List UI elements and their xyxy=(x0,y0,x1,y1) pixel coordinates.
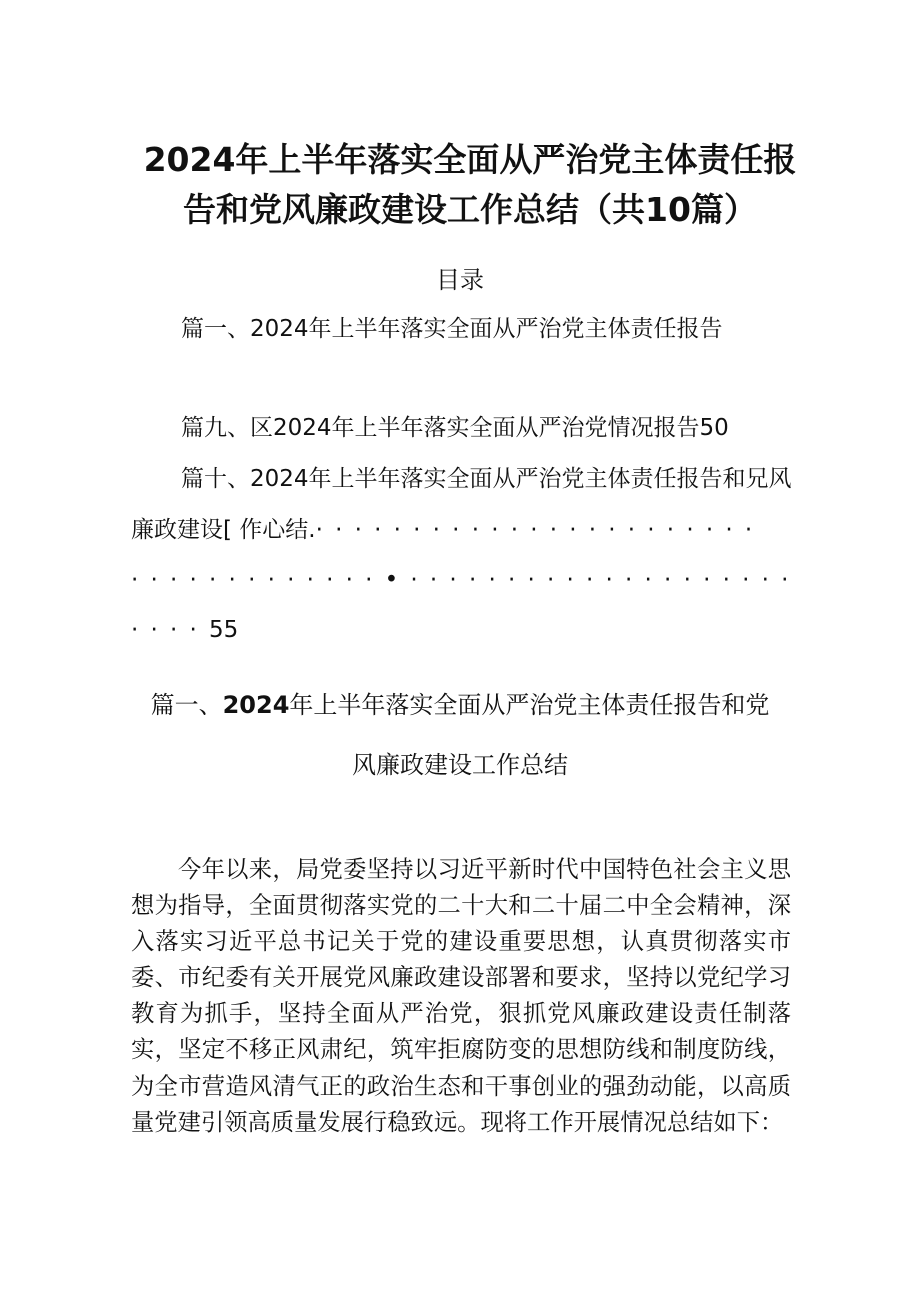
toc-leader-dots-line-2 xyxy=(131,565,801,595)
toc-entry-9[interactable]: 篇九、区2024年上半年落实全面从严治党情况报告50 xyxy=(181,415,729,441)
toc-entry-10-continuation[interactable] xyxy=(131,515,764,545)
section-year: 2024 xyxy=(222,691,290,719)
toc-entry-10-continuation-text: 廉政建设[ 作心结. xyxy=(131,517,316,543)
toc-page-number: 55 xyxy=(209,617,239,643)
section-title-rest: 年上半年落实全面从严治党主体责任报告和党 xyxy=(289,691,770,719)
toc-leader-dots-line-3 xyxy=(131,615,238,645)
toc-heading: 目录 xyxy=(436,266,484,294)
section-title-line-2: 风廉政建设工作总结 xyxy=(352,751,568,779)
toc-entry-10[interactable]: 篇十、2024年上半年落实全面从严治党主体责任报告和兄风 xyxy=(181,466,792,492)
toc-leader-dots: ······················· xyxy=(315,517,765,543)
document-title-line-2: 告和党风廉政建设工作总结（共10篇） xyxy=(183,190,757,229)
toc-leader-dots: ·············•···················· xyxy=(131,567,801,593)
section-title-line-1 xyxy=(0,690,920,720)
section-prefix: 篇一、 xyxy=(150,691,223,719)
toc-leader-dots: ···· xyxy=(131,617,210,643)
toc-entry-1[interactable]: 篇一、2024年上半年落实全面从严治党主体责任报告 xyxy=(181,316,723,342)
body-paragraph: 今年以来，局党委坚持以习近平新时代中国特色社会主义思想为指导，全面贯彻落实党的二十大和二十届二中全会精神，深入落实习近平总书记关于党的建设重要思想，认真贯彻落实市委、市纪委有关开展党风廉政建设部署和要求，坚持以党纪学习教育为抓手，坚持全面从严治党，狠抓党风廉政建设责任制落实，坚定不移正风肃纪，筑牢拒腐防变的思想防线和制度防线，为全市营造风清气正的政治生态和干事创业的强劲动能，以高质量党建引领高质量发展行稳致远。现将工作开展情况总结如下： xyxy=(131,856,791,1136)
document-title-line-1: 2024年上半年落实全面从严治党主体责任报 xyxy=(143,140,797,179)
